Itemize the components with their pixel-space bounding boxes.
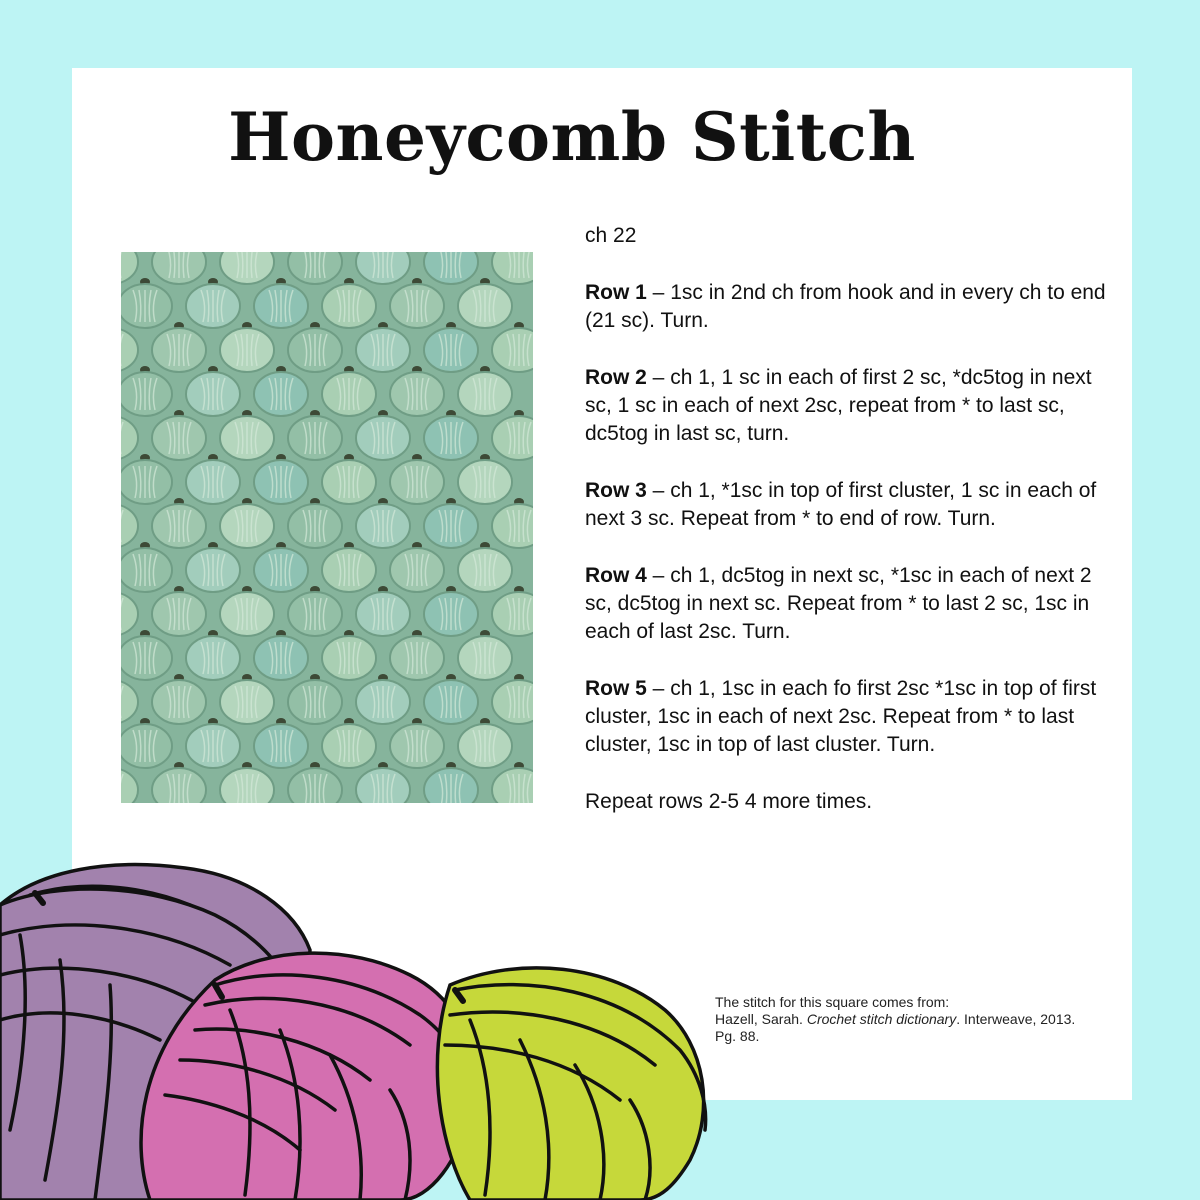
citation-publisher: . Interweave, 2013. Pg. 88.: [715, 1011, 1076, 1044]
swatch-image: [121, 252, 533, 803]
row-text: – ch 1, *1sc in top of first cluster, 1 sc in each of next 3 sc. Repeat from * to end of row. Turn.: [585, 479, 1097, 530]
row-3: [585, 477, 1115, 533]
citation-intro: The stitch for this square comes from:: [715, 994, 950, 1010]
citation-book-title: Crochet stitch dictionary: [806, 1011, 957, 1027]
citation: [715, 994, 1095, 1045]
row-label: Row 2: [585, 366, 647, 389]
row-text: – ch 1, dc5tog in next sc, *1sc in each of next 2 sc, dc5tog in next sc. Repeat from * to last 2 sc, 1sc in each of last 2sc. Turn.: [585, 564, 1092, 643]
page-title: Honeycomb Stitch: [228, 98, 916, 176]
row-label: Row 3: [585, 479, 647, 502]
pattern-intro: ch 22: [585, 224, 637, 247]
row-text: – ch 1, 1sc in each fo first 2sc *1sc in top of first cluster, 1sc in each of next 2sc. Repeat from * to last cluster, 1sc in top of last cluster. Turn.: [585, 677, 1097, 756]
pattern-outro: Repeat rows 2-5 4 more times.: [585, 790, 873, 813]
row-2: [585, 364, 1115, 448]
row-5: [585, 675, 1115, 759]
pattern-instructions: [585, 222, 1115, 845]
crochet-swatch-photo: [121, 252, 533, 803]
citation-author: Hazell, Sarah.: [715, 1011, 807, 1027]
row-label: Row 4: [585, 564, 647, 587]
row-1: [585, 279, 1115, 335]
row-text: – ch 1, 1 sc in each of first 2 sc, *dc5tog in next sc, 1 sc in each of next 2sc, repeat from * to last sc, dc5tog in last sc, turn.: [585, 366, 1092, 445]
row-label: Row 5: [585, 677, 647, 700]
citation-reference: [715, 1011, 1095, 1045]
row-text: – 1sc in 2nd ch from hook and in every ch to end (21 sc). Turn.: [585, 281, 1106, 332]
row-label: Row 1: [585, 281, 647, 304]
row-4: [585, 562, 1115, 646]
